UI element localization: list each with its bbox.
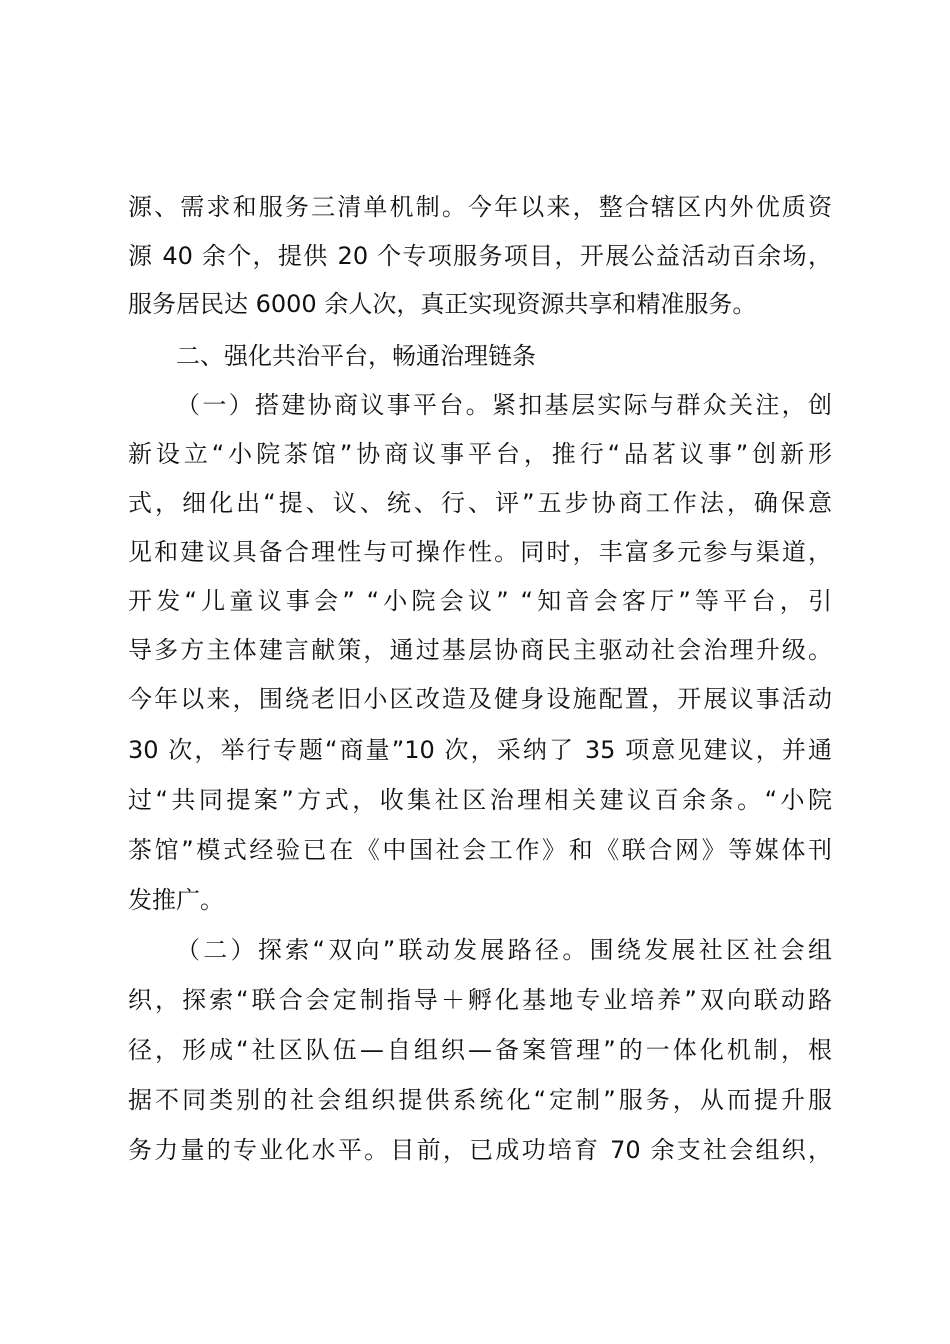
paragraph-line: （二）探索“双向”联动发展路径。围绕发展社区社会组 [176, 936, 832, 964]
paragraph-line: 开发“儿童议事会” “小院会议” “知音会客厅”等平台，引 [128, 587, 832, 615]
paragraph-line: 服务居民达 6000 余人次，真正实现资源共享和精准服务。 [128, 290, 757, 318]
paragraph-line: 发推广。 [128, 886, 224, 914]
paragraph-line: 新设立“小院茶馆”协商议事平台，推行“品茗议事”创新形 [128, 440, 832, 468]
paragraph-line: 源、需求和服务三清单机制。今年以来，整合辖区内外优质资 [128, 193, 832, 221]
paragraph-line: 今年以来，围绕老旧小区改造及健身设施配置，开展议事活动 [128, 685, 832, 713]
paragraph-line: 源 40 余个，提供 20 个专项服务项目，开展公益活动百余场， [128, 242, 832, 270]
paragraph-line: 务力量的专业化水平。目前，已成功培育 70 余支社会组织， [128, 1136, 832, 1164]
paragraph-line: 过“共同提案”方式，收集社区治理相关建议百余条。“小院 [128, 786, 832, 814]
paragraph-line: 导多方主体建言献策，通过基层协商民主驱动社会治理升级。 [128, 636, 832, 664]
paragraph-line: 30 次，举行专题“商量”10 次，采纳了 35 项意见建议，并通 [128, 736, 832, 764]
paragraph-line: 茶馆”模式经验已在《中国社会工作》和《联合网》等媒体刊 [128, 836, 832, 864]
paragraph-line: 据不同类别的社会组织提供系统化“定制”服务，从而提升服 [128, 1086, 832, 1114]
paragraph-line: （一）搭建协商议事平台。紧扣基层实际与群众关注，创 [176, 391, 832, 419]
paragraph-line: 式，细化出“提、议、统、行、评”五步协商工作法，确保意 [128, 489, 832, 517]
paragraph-line: 织，探索“联合会定制指导＋孵化基地专业培养”双向联动路 [128, 986, 832, 1014]
paragraph-line: 见和建议具备合理性与可操作性。同时，丰富多元参与渠道， [128, 538, 832, 566]
paragraph-line: 径，形成“社区队伍—自组织—备案管理”的一体化机制，根 [128, 1036, 832, 1064]
section-heading: 二、强化共治平台，畅通治理链条 [176, 342, 536, 370]
